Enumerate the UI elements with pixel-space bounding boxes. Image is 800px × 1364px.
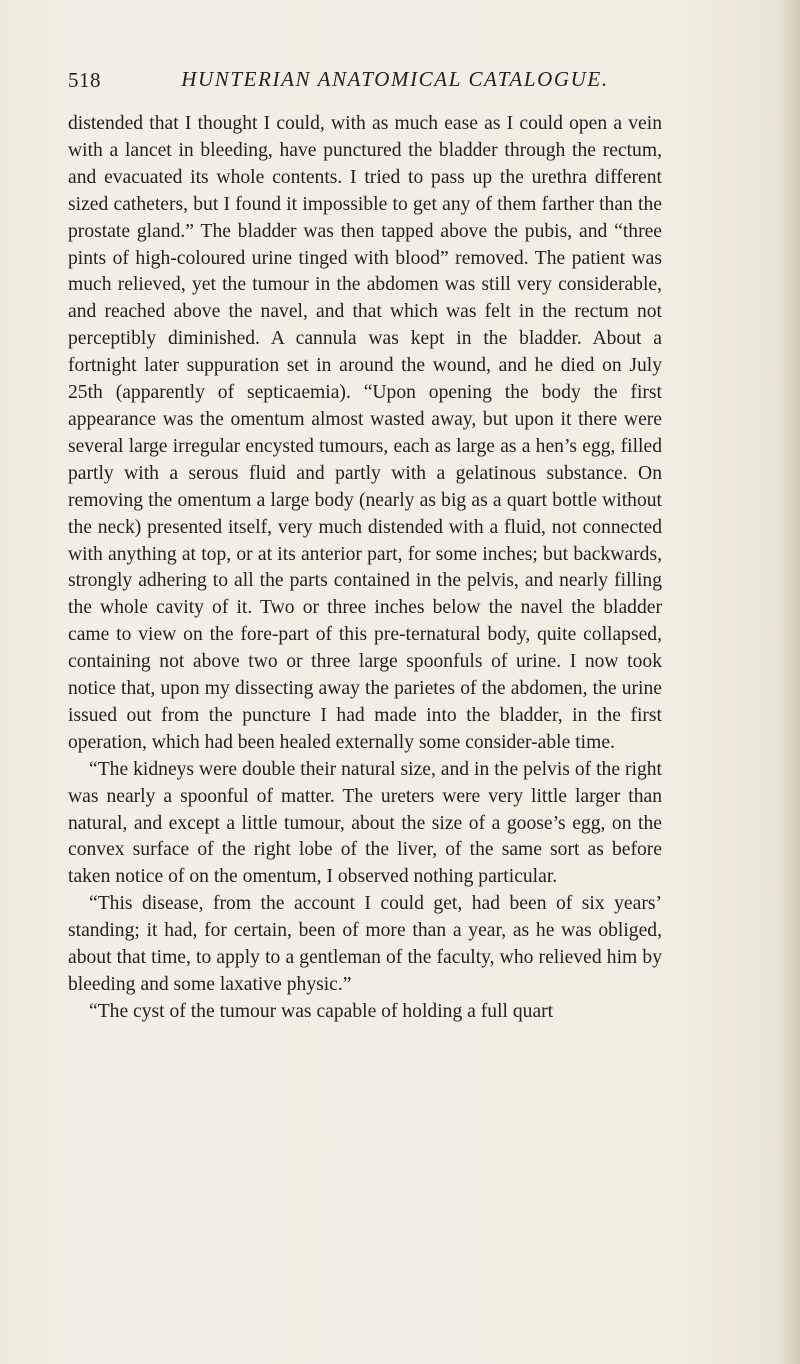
page-header	[68, 64, 662, 104]
running-title: HUNTERIAN ANATOMICAL CATALOGUE.	[181, 67, 609, 91]
body-text	[68, 111, 662, 1026]
page-number: 518	[68, 68, 101, 92]
paragraph: “The cyst of the tumour was capable of holding a full quart	[89, 1000, 554, 1022]
page-edge-shading	[778, 0, 800, 1364]
paragraph: “This disease, from the account I could get, had been of six years’ standing; it had, for certain, been of more than a year, as he was obliged, about that time, to apply to a gentleman of the faculty, who relieved him by bleeding and some laxative physic.”	[68, 893, 662, 995]
paragraph: distended that I thought I could, with as much ease as I could open a vein with a lancet in bleeding, have punctured the bladder through the rectum, and evacuated its whole contents. I tried to pass up the urethra different sized catheters, but I found it impossible to get any of them farther than the prostate gland.” The bladder was then tapped above the pubis, and “three pints of high-coloured urine tinged with blood” removed. The patient was much relieved, yet the tumour in the abdomen was still very considerable, and reached above the navel, and that which was felt in the rectum not perceptibly diminished. A cannula was kept in the bladder. About a fortnight later suppuration set in around the wound, and he died on July 25th (apparently of septicaemia). “Upon opening the body the first appearance was the omentum almost wasted away, but upon it there were several large irregular encysted tumours, each as large as a hen’s egg, filled partly with a serous fluid and partly with a gelatinous substance. On removing the omentum a large body (nearly as big as a quart bottle without the neck) presented itself, very much distended with a fluid, not connected with anything at top, or at its anterior part, for some inches; but backwards, strongly adhering to all the parts contained in the pelvis, and nearly filling the whole cavity of it. Two or three inches below the navel the bladder came to view on the fore-part of this pre-ternatural body, quite collapsed, containing not above two or three large spoonfuls of urine. I now took notice that, upon my dissecting away the parietes of the abdomen, the urine issued out from the puncture I had made into the bladder, in the first operation, which had been healed externally some consider-able time.	[68, 113, 662, 753]
paragraph: “The kidneys were double their natural size, and in the pelvis of the right was nearly a spoonful of matter. The ureters were very little larger than natural, and except a little tumour, about the size of a goose’s egg, on the convex surface of the right lobe of the liver, of the same sort as before taken notice of on the omentum, I observed nothing particular.	[68, 758, 662, 888]
